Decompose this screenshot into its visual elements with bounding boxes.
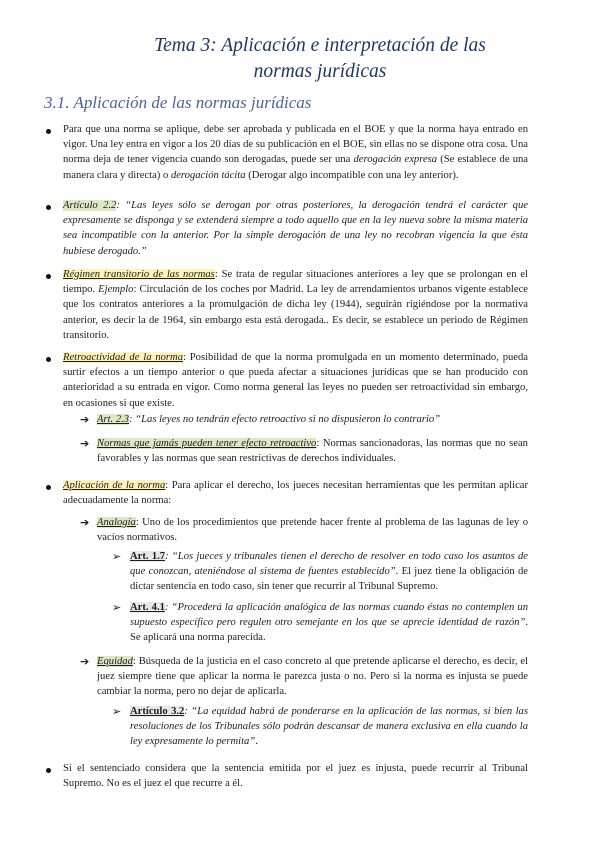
label-retroactividad: Retroactividad de la norma (63, 352, 183, 363)
label-articulo-3-2: Artículo 3.2 (130, 706, 185, 717)
bullet-icon (46, 129, 51, 134)
label-aplicacion-norma: Aplicación de la norma (63, 480, 166, 491)
paragraph-articulo-2-2 (63, 198, 528, 259)
arrow-right-icon: ➔ (80, 413, 90, 426)
quote-articulo-2-2: : “Las leyes sólo se derogan por otras posteriores, la derogación tendrá el carácter que expresamente se disponga y se extenderá siempre a todo aquello que en la ley nueva sobre la misma materia sea incompatible con la anterior. Por la simple derogación de una ley no recobran vigencia la que ésta hubiese derogado.” (63, 200, 528, 257)
bullet-icon (46, 485, 51, 490)
emphasis-ejemplo: Ejemplo (98, 284, 134, 296)
label-normas-no-retroactivas: Normas que jamás pueden tener efecto retroactivo (97, 438, 317, 449)
bullet-icon (46, 205, 51, 210)
text: . El juez tiene la obligación de dictar sentencia en todo caso, sin tener que recurrir al Tribunal Supremo. (130, 566, 528, 593)
sub-art-4-1 (130, 600, 528, 646)
sub-articulo-3-2 (130, 704, 528, 750)
label-analogia: Analogía (97, 517, 136, 528)
quote-art-2-3: : “Las leyes no tendrán efecto retroactivo si no dispusieron lo contrario” (129, 414, 441, 425)
paragraph-tribunal-supremo: Si el sentenciado considera que la sentencia emitida por el juez es injusta, puede recurrir al Tribunal Supremo. No es el juez el que recurre a él. (63, 763, 528, 790)
bullet-icon (46, 357, 51, 362)
arrow-right-icon: ➔ (80, 516, 90, 529)
title-line-2: normas jurídicas (253, 61, 387, 82)
sub-art-2-3 (97, 412, 528, 427)
title-line-1: Tema 3: Aplicación e interpretación de las (154, 35, 486, 56)
text: : Se trata de regular situaciones anteriores a ley que se prolongan en el tiempo. (63, 269, 528, 296)
quote-articulo-3-2: : “La equidad habrá de ponderarse en la aplicación de las normas, si bien las resoluciones de los Tribunales sólo podrán descansar de manera exclusiva en ella cuando la ley expresamente lo permita” (130, 706, 528, 748)
paragraph-aplicacion-norma (63, 478, 528, 508)
text: (Se establece de una manera clara y directa) o (63, 154, 529, 181)
label-art-2-3: Art. 2.3 (97, 414, 130, 425)
text: (Derogar algo incompatible con una ley anterior). (245, 169, 459, 181)
page-title (60, 33, 580, 85)
text: : Circulación de los coches por Madrid. La ley de arrendamientos urbanos vigente establece que los contratos anteriores a la promulgación de dicha ley (1944), seguirán rigiéndose por la normativa anterior, es decir la de 1964, sin embargo esta está derogada.. Es decir, se establece un periodo de Régimen transitorio. (63, 284, 528, 341)
emphasis-derogacion-tacita: derogación tácita (170, 169, 246, 181)
triangle-arrow-icon: ➢ (112, 705, 122, 718)
bullet-icon (46, 768, 51, 773)
quote-art-4-1: : “Procederá la aplicación analógica de las normas cuando éstas no contemplen un supuesto específico pero regulen otro semejante en los que se aprecie identidad de razón” (130, 602, 529, 629)
text: : Uno de los procedimientos que pretende hacer frente al problema de las lagunas de ley o vacíos normativos. (97, 517, 528, 544)
label-regimen-transitorio: Régimen transitorio de las normas (63, 269, 215, 280)
text: : Para aplicar el derecho, los jueces necesitan herramientas que les permitan aplicar adecuadamente la norma: (63, 480, 528, 507)
label-art-1-7: Art. 1.7 (130, 551, 166, 562)
paragraph-regimen-transitorio (63, 267, 528, 343)
sub-equidad (97, 654, 528, 700)
triangle-arrow-icon: ➢ (112, 550, 122, 563)
section-heading: 3.1. Aplicación de las normas jurídicas (44, 93, 312, 112)
label-equidad: Equidad (97, 656, 133, 667)
sub-normas-no-retroactivas (97, 436, 528, 466)
text: . Se aplicará una norma parecida. (130, 617, 528, 644)
paragraph-vigencia (63, 122, 528, 183)
text: Para que una norma se aplique, debe ser aprobada y publicada en el BOE y que la norma haya entrado en vigor. Una ley entra en vigor a los 20 días de su publicación en el BOE, sin ellas no se dispone otra cosa. Una norma deja de tener vigencia cuando son derogadas, puede ser una (63, 124, 528, 166)
emphasis-derogacion-expresa: derogación expresa (353, 154, 438, 166)
triangle-arrow-icon: ➢ (112, 601, 122, 614)
arrow-right-icon: ➔ (80, 655, 90, 668)
sub-art-1-7 (130, 549, 528, 595)
arrow-right-icon: ➔ (80, 437, 90, 450)
text: : Normas sancionadoras, las normas que no sean favorables y las normas que sean restrictivas de derechos individuales. (97, 438, 528, 465)
text: : Búsqueda de la justicia en el caso concreto al que pretende aplicarse el derecho, es decir, el juez siempre tiene que aplicar la norma le parezca justa o no. Pero si la norma es injusta se puede cambiar la norma, pero no dejar de aplicarla. (97, 656, 528, 698)
label-articulo-2-2: Artículo 2.2 (63, 200, 117, 211)
bullet-icon (46, 274, 51, 279)
text: : Posibilidad de que la norma promulgada en un momento determinado, pueda surtir efectos a un tiempo anterior o que pueda afectar a situaciones jurídicas que se han producido con anterioridad a su entrada en vigor. Como norma general las leyes no pueden ser retroactividad sin embargo, en ocasiones si que existe. (63, 352, 528, 409)
text: . (255, 736, 258, 748)
paragraph-retroactividad (63, 350, 528, 411)
sub-analogia (97, 515, 528, 545)
label-art-4-1: Art. 4.1 (130, 602, 165, 613)
quote-art-1-7: : “Los jueces y tribunales tienen el derecho de resolver en todo caso los asuntos de que conozcan, ateniéndose al sistema de fuentes establecido” (130, 551, 528, 578)
